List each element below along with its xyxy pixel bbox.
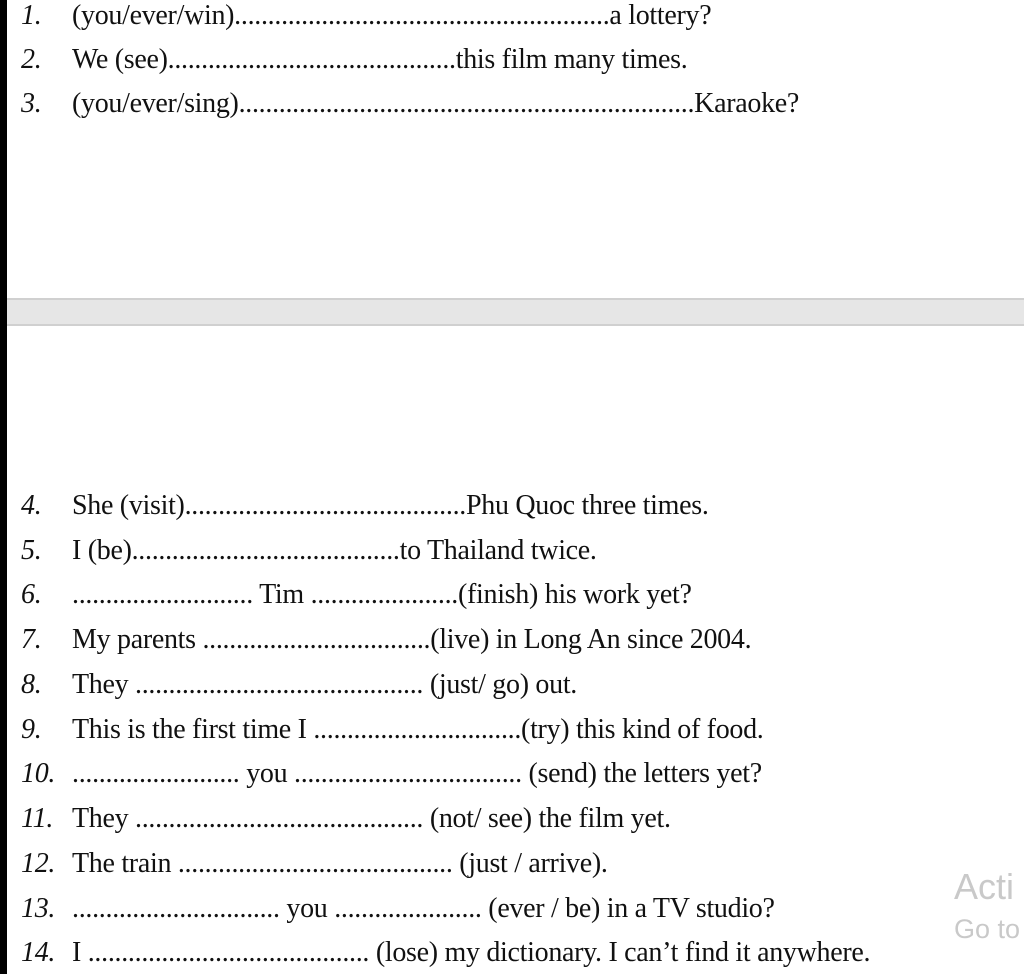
exercise-text: ............................... you ...................... (ever / be) in a TV studio? — [72, 893, 775, 924]
activation-watermark-title: Acti — [954, 866, 1015, 907]
exercise-number: 9. — [21, 714, 42, 745]
activation-watermark-subtitle: Go to — [954, 914, 1021, 944]
page-separator — [7, 298, 1024, 326]
exercise-number: 3. — [21, 88, 42, 119]
exercise-number: 8. — [21, 669, 42, 700]
exercise-number: 1. — [21, 0, 42, 31]
exercise-text: They ........................................... (not/ see) the film yet. — [72, 803, 671, 834]
exercise-number: 4. — [21, 490, 42, 521]
exercise-number: 6. — [21, 579, 42, 610]
exercise-text: I (be)........................................to Thailand twice. — [72, 535, 597, 566]
exercise-text: She (visit)..........................................Phu Quoc three times. — [72, 490, 709, 521]
exercise-text: (you/ever/sing)....................................................................Karaoke? — [72, 88, 800, 119]
exercise-text: ......................... you .................................. (send) the letters yet? — [72, 758, 762, 789]
exercise-text: We (see)...........................................this film many times. — [72, 44, 688, 75]
exercise-number: 7. — [21, 624, 42, 655]
exercise-text: This is the first time I ...............................(try) this kind of food. — [72, 714, 764, 745]
exercise-text: The train ......................................... (just / arrive). — [72, 848, 608, 879]
exercise-number: 14. — [21, 937, 56, 968]
exercise-text: (you/ever/win)........................................................a lottery? — [72, 0, 712, 31]
exercise-text: My parents ..................................(live) in Long An since 2004. — [72, 624, 752, 655]
exercise-number: 5. — [21, 535, 42, 566]
document-page-top — [7, 0, 1024, 298]
exercise-text: ........................... Tim ......................(finish) his work yet? — [72, 579, 692, 610]
exercise-text: They ........................................... (just/ go) out. — [72, 669, 577, 700]
exercise-number: 11. — [21, 803, 54, 834]
exercise-number: 13. — [21, 893, 56, 924]
document-page-bottom — [7, 326, 1024, 974]
exercise-number: 2. — [21, 44, 42, 75]
exercise-text: I .......................................... (lose) my dictionary. I can’t find it anywhere. — [72, 937, 871, 968]
exercise-number: 10. — [21, 758, 56, 789]
left-edge-bar — [0, 0, 7, 974]
exercise-number: 12. — [21, 848, 56, 879]
